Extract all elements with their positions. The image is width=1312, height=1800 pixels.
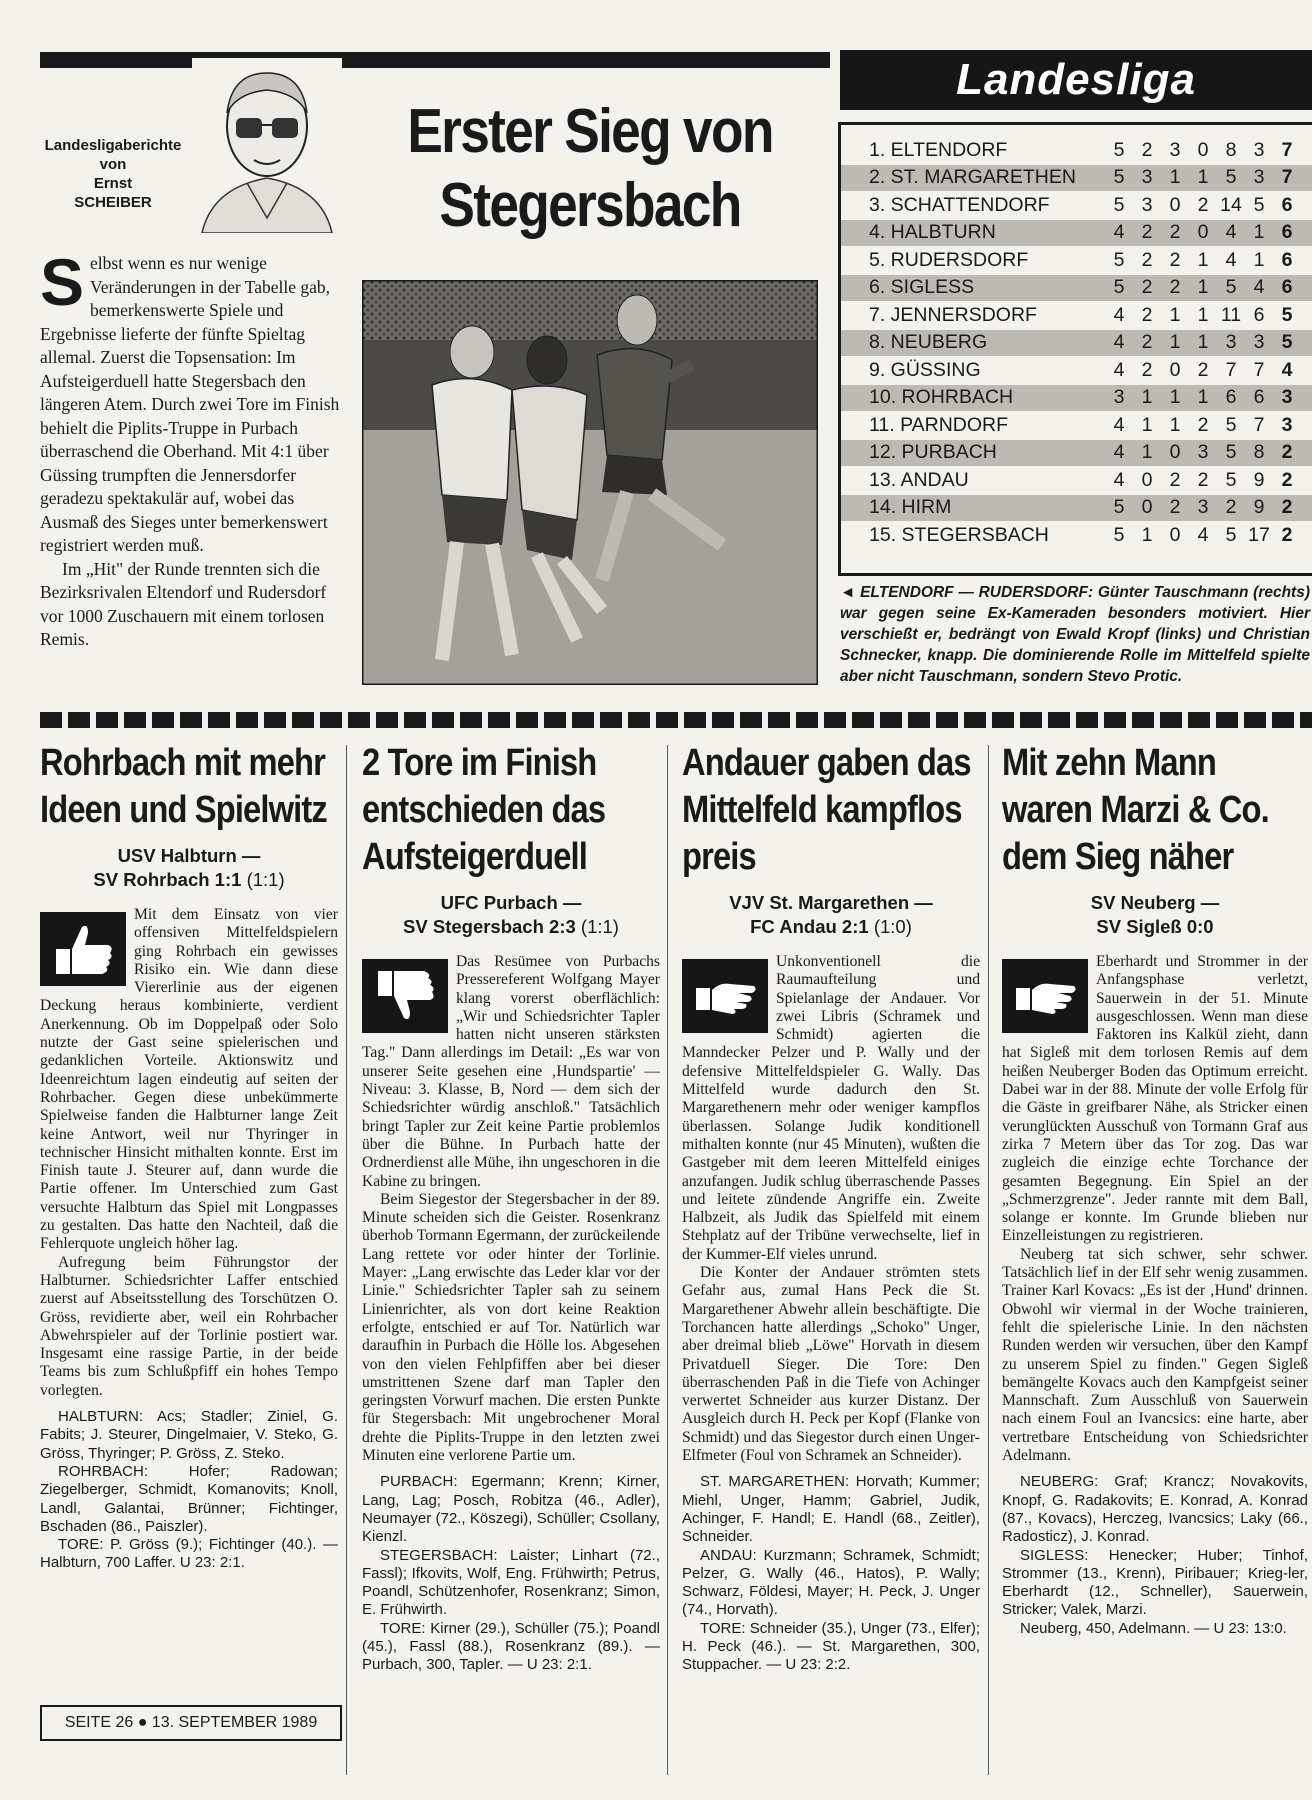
table-cell-g: 5 [1113,248,1125,271]
table-cell-d: 1 [1169,331,1181,353]
author-label: Landesligaberichte von Ernst SCHEIBER [44,137,182,211]
table-cell-gf: 8 [1225,138,1237,161]
intro-text: Selbst wenn es nur wenige Veränderungen in der Tabelle gab, bemerkenswerte Spiele und Ergebnisse lieferte der fünfte Spieltag allemal. Zuerst die Topsensation: Im Aufsteigerduell hatte Stegersbach den längeren Atem. Durch zwei Tore im Finish behielt die Piplits-Truppe in Purbach überraschend die Oberhand. Mit 4:1 über Güssing trumpften die Jennersdorfer geradezu spektakulär auf, wobei das Ausmaß des Sieges unter bemerkenswert registriert werden muß. Im „Hit" der Runde trennten sich die Bezirksrivalen Eltendorf und Rudersdorf vor 1000 Zuschauern mit einem torlosen Remis. [40,245,340,649]
table-cell-gf: 5 [1225,468,1237,491]
table-row [841,522,1312,548]
table-cell-g: 4 [1113,468,1125,491]
table-cell-d: 1 [1169,303,1181,326]
table-cell-pts: 3 [1281,386,1293,408]
table-cell-g: 5 [1113,193,1125,216]
table-cell-w: 1 [1141,441,1153,463]
table-cell-ga: 8 [1253,441,1265,463]
table-cell-g: 4 [1113,413,1125,436]
article-body: Das Resümee von Purbachs Pressereferent Wolfgang Mayer klang vorerst oberflächlich: „Wir und Schiedsrichter Tapler hatten nicht unseren stärksten Tag." Dann allerdings im Detail: „Es war von unserer Seite gesehen eine ‚Hundspartie' — Niveau: 3. Klasse, B, Nord — dem sich der Schiedsrichter würdig anschloß." Tatsächlich bringt Tapler zur Zeit keine Partie problemlos über die Bühne. In Purbach hatte der Ordnerdienst alle Mühe, ihn ungeschoren in die Kabine zu bringen. Beim Siegestor der Stegersbacher in der 89. Minute scheiden sich die Geister. Rosenkranz überhob Tormann Egermann, der zurückeilende Lang rettete vor oder hinter der Torlinie. Mayer: „Lang erwischte das Leder klar vor der Linie." Schiedsrichter Tapler sah zu seinem Linienrichter, als von dort keine Reaktion erfolgte, entschied er auf Tor. Natürlich war daraufhin in Purbach die Hölle los. Abgesehen von den vielen Fehlpfiffen aber bei dieser umstrittenen Szene darf man Tapler den geringsten Vorwurf machen. Die ersten Punkte für Stegersbach: Mit ungebrochener Moral drehte die Piplits-Truppe in den letzten zwei Minuten eine verlorene Partie um. [362,953,660,1465]
table-cell-gf: 5 [1225,523,1237,546]
team-name: 13. ANDAU [869,468,969,491]
table-cell-ga: 9 [1253,468,1265,491]
table-cell-w: 3 [1141,193,1153,216]
table-cell-l: 2 [1197,468,1209,491]
dropcap: S [40,245,85,319]
table-cell-pts: 2 [1281,523,1293,546]
table-cell-w: 2 [1141,138,1153,161]
column-rule [667,745,668,1775]
thumbs-down-icon [362,959,448,1033]
table-cell-d: 1 [1169,166,1181,188]
team-name: 9. GÜSSING [869,358,981,381]
table-row [841,357,1312,383]
team-name: 7. JENNERSDORF [869,303,1037,326]
table-cell-w: 0 [1141,468,1153,491]
table-row [841,275,1312,301]
table-cell-d: 1 [1169,386,1181,408]
team-name: 3. SCHATTENDORF [869,193,1050,216]
table-cell-w: 1 [1141,413,1153,436]
article-2 [362,740,660,1675]
table-cell-ga: 3 [1253,166,1265,188]
table-cell-w: 1 [1141,523,1153,546]
table-cell-l: 1 [1197,276,1209,298]
table-cell-l: 2 [1197,358,1209,381]
page-footer: SEITE 26 ● 13. SEPTEMBER 1989 [40,1705,342,1741]
table-cell-l: 0 [1197,138,1209,161]
author-portrait [192,58,342,233]
table-cell-gf: 6 [1225,386,1237,408]
table-cell-d: 2 [1169,496,1181,518]
table-row [841,192,1312,218]
table-cell-gf: 14 [1220,193,1242,216]
table-cell-pts: 2 [1281,468,1293,491]
table-cell-g: 4 [1113,358,1125,381]
table-cell-ga: 6 [1253,386,1265,408]
team-name: 12. PURBACH [869,441,997,463]
table-cell-gf: 3 [1225,331,1237,353]
table-cell-pts: 6 [1281,221,1293,243]
table-cell-ga: 5 [1253,193,1265,216]
table-cell-w: 2 [1141,303,1153,326]
table-cell-w: 2 [1141,221,1153,243]
table-cell-d: 1 [1169,413,1181,436]
team-name: 1. ELTENDORF [869,138,1008,161]
table-cell-ga: 1 [1253,248,1265,271]
table-cell-l: 1 [1197,386,1209,408]
table-cell-g: 5 [1113,523,1125,546]
table-cell-gf: 5 [1225,441,1237,463]
table-cell-g: 4 [1113,303,1125,326]
table-row [841,165,1312,191]
table-cell-ga: 7 [1253,358,1265,381]
team-name: 10. ROHRBACH [869,386,1014,408]
table-cell-l: 1 [1197,303,1209,326]
table-cell-l: 2 [1197,193,1209,216]
team-name: 2. ST. MARGARETHEN [869,166,1076,188]
article-headline: 2 Tore im Finish entschieden das Aufsteigerduell [362,742,606,878]
table-cell-w: 2 [1141,331,1153,353]
table-cell-g: 4 [1113,441,1125,463]
table-cell-gf: 4 [1225,248,1237,271]
table-cell-g: 3 [1113,386,1125,408]
table-cell-gf: 5 [1225,413,1237,436]
table-cell-pts: 5 [1281,331,1293,353]
match-photo [362,280,818,685]
table-cell-d: 0 [1169,358,1181,381]
table-cell-pts: 4 [1281,358,1293,381]
column-rule [346,745,347,1775]
table-row [841,385,1312,411]
column-rule [988,745,989,1775]
table-row [841,302,1312,328]
match-line: SV Neuberg — SV Sigleß 0:0 [1090,892,1220,937]
table-cell-gf: 2 [1225,496,1237,518]
table-cell-w: 2 [1141,358,1153,381]
dashed-rule [40,712,1312,728]
table-cell-w: 2 [1141,276,1153,298]
team-name: 11. PARNDORF [869,413,1009,436]
top-rule [40,52,830,68]
table-cell-l: 3 [1197,441,1209,463]
match-line: USV Halbturn — SV Rohrbach 1:1 (1:1) [93,845,285,890]
table-row [841,137,1312,163]
table-cell-d: 0 [1169,523,1181,546]
table-cell-pts: 3 [1281,413,1293,436]
table-row [841,330,1312,356]
table-cell-d: 0 [1169,193,1181,216]
league-table [838,122,1312,576]
table-cell-gf: 5 [1225,166,1237,188]
table-cell-ga: 17 [1248,523,1270,546]
table-cell-gf: 7 [1225,358,1237,381]
table-cell-pts: 2 [1281,441,1293,463]
table-cell-l: 1 [1197,248,1209,271]
team-name: 6. SIGLESS [869,276,975,298]
table-cell-l: 4 [1197,523,1209,546]
match-line: VJV St. Margarethen — FC Andau 2:1 (1:0) [729,892,933,937]
article-body: Unkonventionell die Raumaufteilung und Spielanlage der Andauer. Vor zwei Libris (Schramek und Schmidt) agierten die Manndecker Pelzer und P. Wally und der defensive Mittelfeldspieler G. Wally. Das Mittelfeld wurde dadurch den St. Margarethenern mehr oder weniger kampflos überlassen. Solange Judik konditionell mithalten konnte (nur 45 Minuten), wußten die Gastgeber mit dem leeren Mittelfeld einiges anzufangen. Judik schlug überraschende Passes und leitete zündende Angriffe ein. Zweite Halbzeit, als Judik das Spielfeld mit einem Stehplatz auf der Tribüne verwechselte, lief in der Kummer-Elf vieles unrund. Die Konter der Andauer strömten stets Gefahr aus, zumal Hans Peck die St. Margarethener Abwehr allein beschäftigte. Die Torchancen hatte allerdings „Schoko" Unger, aber dreimal blieb „Löwe" Horvath in diesem Privatduell Sieger. Die Tore: Den überraschenden Paß in die Tiefe von Achinger verwertet Schneider aus kurzer Distanz. Der Ausgleich durch H. Peck per Kopf (Flanke von Schmidt) und das Siegestor durch einen Unger-Elfmeter (Foul von Schramek an Schneider). [682,953,980,1465]
table-cell-ga: 7 [1253,413,1265,436]
table-cell-l: 1 [1197,166,1209,188]
section-title: Landesliga [956,55,1196,104]
table-cell-g: 5 [1113,496,1125,518]
table-cell-d: 3 [1169,138,1181,161]
photo-caption: ◄ ELTENDORF — RUDERSDORF: Günter Tauschmann (rechts) war gegen seine Ex-Kameraden besonders motiviert. Hier verschießt er, bedrängt von Ewald Kropf (links) und Christian Schnecker, knapp. Die dominierende Rolle im Mittelfeld spielte aber nicht Tauschmann, sondern Stevo Protic. [840,584,1310,685]
article-headline: Andauer gaben das Mittelfeld kampflos preis [682,742,971,878]
table-cell-pts: 5 [1281,303,1293,326]
match-line: UFC Purbach — SV Stegersbach 2:3 (1:1) [403,892,619,937]
team-name: 14. HIRM [869,496,952,518]
table-row [841,220,1312,246]
table-cell-d: 2 [1169,276,1181,298]
table-cell-w: 1 [1141,386,1153,408]
table-row [841,495,1312,521]
table-cell-l: 3 [1197,496,1209,518]
article-3 [682,740,980,1675]
table-cell-gf: 11 [1220,303,1242,326]
table-cell-w: 0 [1141,496,1153,518]
table-cell-pts: 6 [1281,276,1293,298]
article-body: Mit dem Einsatz von vier offensiven Mittelfeldspielern ging Rohrbach ein gewisses Risiko ein. Wie dann diese Viererlinie aus der eigenen Deckung heraus kombinierte, verdient Anerkennung. Ob im Doppelpaß oder Solo nutzte der Gast seine spielerischen und gedanklichen Vorteile. Aktionswitz und Ideenreichtum lagen eindeutig auf seiten der Rohrbacher. Gegen diese unbekümmerte Spielweise fanden die Halbturner lange Zeit keine Antwort, weil nur Thyringer in technischer Hinsicht mithalten konnte. Erst im Finish taute J. Steurer auf, dann wurde die Partie offener. Im Unterschied zum Gast versuchte Halbturn das Spiel mit Longpasses zu gestalten. Das hatte den Nachteil, daß die Fehlerquote ungleich höher lag. Aufregung beim Führungstor der Halbturner. Schiedsrichter Laffer entschied zuerst auf Abseitsstellung des Torschützen O. Gröss, revidierte aber, weil ein Rohrbacher Abwehrspieler auf der Torlinie postiert war. Insgesamt eine rassige Partie, in der beide Teams bis zum Schlußpfiff ein hohes Tempo vorlegten. [40,906,338,1399]
article-headline: Rohrbach mit mehr Ideen und Spielwitz [40,742,327,831]
table-cell-ga: 6 [1253,303,1265,326]
table-cell-g: 4 [1113,221,1125,243]
team-name: 15. STEGERSBACH [869,523,1049,546]
team-name: 4. HALBTURN [869,221,996,243]
table-row [841,247,1312,273]
table-cell-g: 4 [1113,331,1125,353]
lineups: NEUBERG: Graf; Krancz; Novakovits, Knopf, G. Radakovits; E. Konrad, A. Konrad (87., Kovacs), Herczeg, Ivancsics; Laky (66., Radosticz), J. Konrad. SIGLESS: Henecker; Huber; Tinhof, Strommer (13., Krenn), Piribauer; Krieg-ler, Eberhardt (12., Schneller), Sauerwein, Stricker; Valek, Marzi. Neuberg, 450, Adelmann. — U 23: 13:0. [1002,1473,1308,1637]
table-cell-pts: 6 [1281,193,1293,216]
table-row [841,440,1312,466]
table-cell-gf: 4 [1225,221,1237,243]
thumbs-up-icon [40,912,126,986]
table-cell-ga: 4 [1253,276,1265,298]
table-cell-l: 1 [1197,331,1209,353]
table-cell-l: 2 [1197,413,1209,436]
hand-flat-icon [1002,959,1088,1033]
article-headline: Mit zehn Mann waren Marzi & Co. dem Sieg näher [1002,742,1269,878]
table-cell-pts: 7 [1281,138,1293,161]
team-name: 5. RUDERSDORF [869,248,1029,271]
table-cell-ga: 3 [1253,138,1265,161]
table-row [841,412,1312,438]
table-cell-d: 0 [1169,441,1181,463]
table-cell-d: 2 [1169,248,1181,271]
table-cell-d: 2 [1169,468,1181,491]
table-cell-w: 2 [1141,248,1153,271]
table-cell-d: 2 [1169,221,1181,243]
article-1 [40,740,338,1573]
lineups: HALBTURN: Acs; Stadler; Ziniel, G. Fabits; J. Steurer, Dingelmaier, V. Steko, G. Gröss, Thyringer; P. Gröss, Z. Steko. ROHRBACH: Hofer; Radowan; Ziegelberger, Schmidt, Komanovits; Knoll, Landl, Galantai, Brünner; Fichtinger, Bschaden (86., Paiszler). TORE: P. Gröss (9.); Fichtinger (40.). — Halbturn, 700 Laffer. U 23: 2:1. [40,1408,338,1572]
article-body: Eberhardt und Strommer in der Anfangsphase verletzt, Sauerwein in der 51. Minute ausgeschlossen. Wenn man diese Faktoren ins Kalkül zieht, dann hat Sigleß mit dem torlosen Remis auf dem heißen Neuberger Boden das Optimum erreicht. Dabei war in der 88. Minute der volle Erfolg für die Gäste in greifbarer Nähe, als Stricker einen verunglückten Ausschuß von Tormann Graf aus zirka 7 Metern über das Tor zog. Das war zugleich die einzige echte Torchance der gesamten Begegnung. Ein Spiel an der „Schmerzgrenze". Jeder rannte mit dem Ball, solange er konnte. Im Grunde blieben nur Einzelleistungen zu registrieren. Neuberg tat sich schwer, sehr schwer. Tatsächlich lief in der Elf sehr wenig zusammen. Trainer Karl Kovacs: „Es ist der ‚Hund' drinnen. Obwohl wir viermal in der Woche trainieren, fehlt die spielerische Linie. In den nächsten Runden werden wir versuchen, über den Kampf zu unserem Spiel zu finden." Gegen Sigleß bemängelte Kovacs auch den Kampfgeist seiner Mannschaft. Zum Ausschluß von Sauerwein nach einem Foul an Ivancsics: eine harte, aber vertretbare Entscheidung von Schiedsrichter Adelmann. [1002,953,1308,1465]
table-cell-ga: 9 [1253,496,1265,518]
table-cell-gf: 5 [1225,276,1237,298]
table-cell-pts: 7 [1281,166,1293,188]
article-4 [1002,740,1308,1638]
table-cell-g: 5 [1113,276,1125,298]
lineups: ST. MARGARETHEN: Horvath; Kummer; Miehl, Unger, Hamm; Gabriel, Judik, Achinger, F. Handl; E. Handl (68., Zeitler), Schneider. ANDAU: Kurzmann; Schramek, Schmidt; Pelzer, G. Wally (46., Hatos), P. Wally; Schwarz, Földesi, Mayer; H. Peck, J. Unger (74., Horvath). TORE: Schneider (35.), Unger (73., Elfer); H. Peck (46.). — St. Margarethen, 300, Stuppacher. — U 23: 2:2. [682,1473,980,1674]
table-cell-ga: 1 [1253,221,1265,243]
table-cell-pts: 2 [1281,496,1293,518]
table-row [841,467,1312,493]
team-name: 8. NEUBERG [869,331,988,353]
table-cell-w: 3 [1141,166,1153,188]
table-cell-g: 5 [1113,166,1125,188]
table-cell-g: 5 [1113,138,1125,161]
lineups: PURBACH: Egermann; Krenn; Kirner, Lang, Lag; Posch, Robitza (46., Adler), Neumayer (72., Köszegi), Schüller; Csollany, Kienzl. STEGERSBACH: Laister; Linhart (72., Fassl); Ifkovits, Wolf, Eng. Frühwirth; Petrus, Poandl, Schützenhofer, Rosenkranz; Simon, E. Frühwirth. TORE: Kirner (29.), Schüller (75.); Poandl (45.), Fassl (88.), Rosenkranz (89.). — Purbach, 300, Tapler. — U 23: 2:1. [362,1473,660,1674]
main-headline: Erster Sieg von Stegersbach [407,97,773,240]
table-cell-l: 0 [1197,221,1209,243]
hand-flat-icon [682,959,768,1033]
table-cell-pts: 6 [1281,248,1293,271]
table-cell-ga: 3 [1253,331,1265,353]
